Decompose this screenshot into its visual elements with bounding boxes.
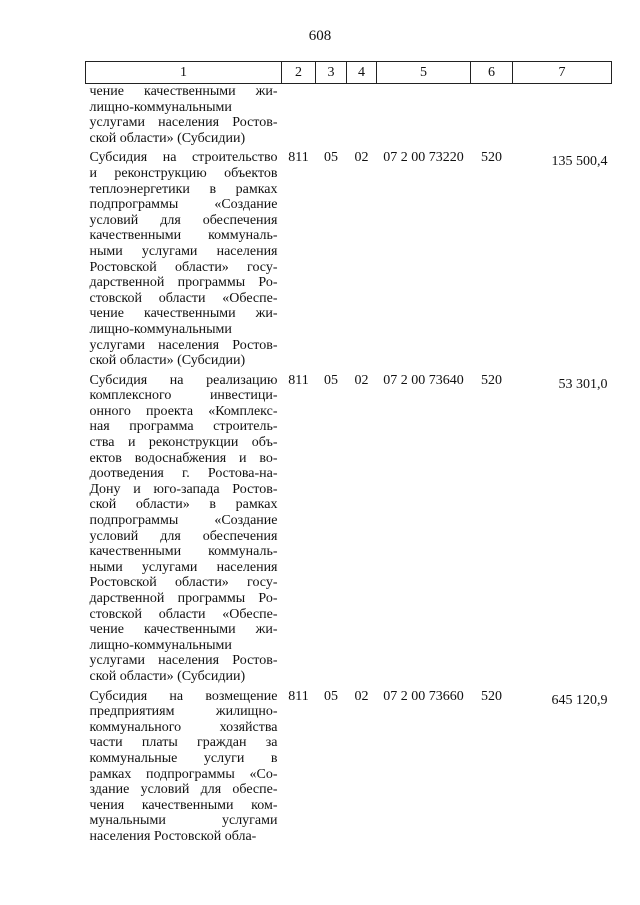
description-line: дарственной программы Ро- [89, 275, 278, 291]
row-description [86, 150, 282, 372]
amount-value: 135 500,4 [551, 154, 608, 170]
column-header-1: 1 [86, 62, 282, 84]
ministry-code [282, 84, 316, 151]
description-line: ской области» (Субсидии) [89, 130, 246, 146]
column-header-5: 5 [377, 62, 471, 84]
description-line: лищно-коммунальными [89, 321, 232, 337]
description-line: ными услугами населения [89, 243, 278, 259]
amount-value [513, 84, 612, 151]
description-line: стовской области «Обеспе- [89, 290, 278, 306]
description-line: комплексного инвестици- [89, 388, 278, 404]
description-line: предприятиям жилищно- [89, 704, 278, 720]
description-line: здание условий для обеспе- [89, 782, 278, 798]
section-code: 05 [324, 688, 338, 704]
column-header-3: 3 [316, 62, 347, 84]
row-description [86, 689, 282, 849]
description-line: Ростовской области» госу- [89, 259, 278, 275]
amount-value: 53 301,0 [558, 376, 608, 392]
description-line: Субсидия на реализацию [89, 372, 278, 388]
column-header-7: 7 [513, 62, 612, 84]
description-line: и реконструкцию объектов [89, 165, 278, 181]
subsection-code [347, 84, 377, 151]
description-line: услугами населения Ростов- [89, 115, 278, 131]
amount-value: 645 120,9 [551, 692, 608, 708]
description-line: качественными коммуналь- [89, 544, 278, 560]
column-header-2: 2 [282, 62, 316, 84]
subsection-code: 02 [354, 150, 369, 166]
page-number: 608 [308, 28, 332, 44]
description-line: ная программа строитель- [89, 419, 278, 435]
ministry-code: 811 [288, 150, 309, 166]
table-row [86, 150, 612, 372]
description-line: условий для обеспечения [89, 212, 278, 228]
description-line: ской области» (Субсидии) [89, 353, 246, 369]
description-line: населения Ростовской обла- [89, 828, 257, 844]
description-line: подпрограммы «Создание [89, 513, 278, 529]
target-article-code: 07 2 00 73220 [383, 150, 464, 166]
section-code: 05 [324, 150, 338, 166]
budget-table [85, 61, 612, 849]
table-row [86, 373, 612, 689]
table-row [86, 689, 612, 849]
description-line: Субсидия на возмещение [89, 688, 278, 704]
description-line: дарственной программы Ро- [89, 591, 278, 606]
description-line: части платы граждан за [89, 735, 278, 751]
expense-type-code: 520 [481, 688, 502, 704]
ministry-code: 811 [288, 688, 309, 704]
table-row [86, 84, 612, 151]
subsection-code: 02 [354, 372, 369, 388]
column-number-header [86, 62, 612, 84]
description-line: стовской области «Обеспе- [89, 606, 278, 622]
description-line: онного проекта «Комплекс- [89, 403, 278, 419]
description-line: коммунальные услуги в [89, 750, 278, 766]
description-line: Дону и юго-запада Ростов- [89, 481, 278, 497]
description-line: подпрограммы «Создание [89, 197, 278, 213]
section-code: 05 [324, 372, 338, 388]
expense-type-code [471, 84, 513, 151]
description-line: ными услугами населения [89, 559, 278, 575]
description-line: чение качественными жи- [89, 622, 278, 638]
table-body [86, 84, 612, 849]
column-header-6: 6 [471, 62, 513, 84]
description-line: лищно-коммунальными [89, 637, 232, 653]
column-header-4: 4 [347, 62, 377, 84]
description-line: ектов водоснабжения и во- [89, 450, 278, 466]
description-line: ской области» в рамках [89, 497, 278, 513]
description-line: ской области» (Субсидии) [89, 668, 246, 684]
description-line: рамках подпрограммы «Со- [89, 766, 278, 782]
subsection-code: 02 [354, 688, 369, 704]
target-article-code: 07 2 00 73660 [383, 688, 464, 704]
description-line: ства и реконструкции объ- [89, 435, 278, 451]
target-article-code [377, 84, 471, 151]
description-line: мунальными услугами [89, 813, 278, 829]
description-line: услугами населения Ростов- [89, 337, 278, 353]
description-line: лищно-коммунальными [89, 99, 232, 115]
description-line: условий для обеспечения [89, 528, 278, 544]
row-description [86, 373, 282, 689]
description-line: коммунального хозяйства [89, 719, 278, 735]
target-article-code: 07 2 00 73640 [383, 372, 464, 388]
expense-type-code: 520 [481, 150, 502, 166]
description-line: чение качественными жи- [89, 84, 278, 99]
description-line: Ростовской области» госу- [89, 575, 278, 591]
expense-type-code: 520 [481, 372, 502, 388]
row-description [86, 84, 282, 151]
description-line: Субсидия на строительство [89, 150, 278, 166]
description-line: услугами населения Ростов- [89, 653, 278, 669]
description-line: качественными коммуналь- [89, 228, 278, 244]
ministry-code: 811 [288, 372, 309, 388]
description-line: доотведения г. Ростова-на- [89, 466, 278, 482]
description-line: чение качественными жи- [89, 306, 278, 322]
section-code [316, 84, 347, 151]
description-line: теплоэнергетики в рамках [89, 181, 278, 197]
description-line: чения качественными ком- [89, 797, 278, 813]
